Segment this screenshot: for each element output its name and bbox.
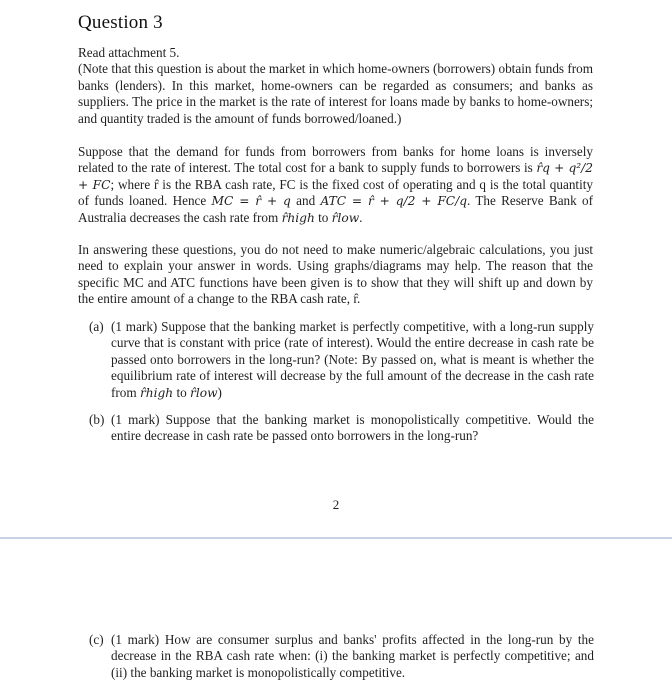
para2-to: to: [318, 209, 329, 225]
page-number: 2: [332, 497, 340, 512]
cash-rate-low: r̂low: [331, 210, 360, 225]
total-cost-formula: r̂q + q²/2 + FC: [78, 161, 594, 192]
average-total-cost-formula: ATC = r̂ + q/2 + FC/q: [320, 194, 468, 209]
part-a: [89, 319, 594, 401]
para2-end: .: [359, 209, 363, 225]
part-a-cash-rate-high: r̂high: [139, 385, 174, 400]
question-title: Question 3: [78, 12, 163, 33]
part-c-text: (1 mark) How are consumer surplus and banks' profits affected in the long-run by the decrease in the RBA cash rate when: (i) the banking market is perfectly competitive; and (ii) the banking market is monopolistically competitive.: [111, 632, 594, 680]
intro-block: [78, 45, 593, 127]
part-a-text-wrap: [111, 319, 594, 401]
part-b-label: (b): [89, 412, 105, 427]
para2-text-a: Suppose that the demand for funds from borrowers from banks for home loans is inversely related to the rate of interest. The total cost for a bank to supply funds to borrowers is: [78, 144, 593, 176]
para2-and: and: [296, 193, 316, 209]
marginal-cost-formula: MC = r̂ + q: [211, 194, 291, 209]
part-a-text: (1 mark) Suppose that the banking market is perfectly competitive, with a long-run supply curve that is constant with price (rate of interest). Would the entire decrease in cash rate be passed onto borrowers in the long-run? (Note: By passed on, what is meant is whether the equilibrium rate of interest will decrease by the full amount of the decrease in the cash rate from: [111, 319, 594, 400]
cash-rate-high: r̂high: [281, 210, 315, 225]
part-b: [89, 412, 594, 445]
intro-line: Read attachment 5.: [78, 45, 180, 60]
part-c: [89, 632, 594, 681]
part-c-label: (c): [89, 632, 104, 647]
part-a-label: (a): [89, 319, 104, 334]
demand-cost-text: [78, 144, 593, 226]
part-a-end: ): [217, 384, 222, 400]
para2-text-b: ; where r̂ is the RBA cash rate, FC is the fixed cost of operating and q is the total quantity of funds loaned. Hence: [78, 176, 593, 209]
part-a-to: to: [176, 384, 187, 400]
part-b-text: (1 mark) Suppose that the banking market is monopolistically competitive. Would the entire decrease in cash rate be passed onto borrowers in the long-run?: [111, 412, 594, 444]
para2-text-c: . The Reserve Bank of Australia decreases the cash rate from: [78, 193, 593, 225]
instructions-text: In answering these questions, you do not need to make numeric/algebraic calculations, you just need to explain your answer in words. Using graphs/diagrams may help. The reason that the specific MC and ATC functions have been given is to show that they will shift up and down by the entire amount of a change to the RBA cash rate, r̂.: [78, 242, 593, 307]
intro-note: (Note that this question is about the market in which home-owners (borrowers) obtain funds from banks (lenders). In this market, home-owners can be regarded as consumers; and banks as suppliers. The price in the market is the rate of interest for loans made by banks to home-owners; and quantity traded is the amount of funds borrowed/loaned.): [78, 61, 593, 126]
part-a-cash-rate-low: r̂low: [190, 385, 218, 400]
instructions-paragraph: [78, 242, 593, 308]
demand-cost-paragraph: [78, 144, 593, 226]
document-page-2: [0, 540, 672, 700]
page-separator: [0, 537, 672, 539]
